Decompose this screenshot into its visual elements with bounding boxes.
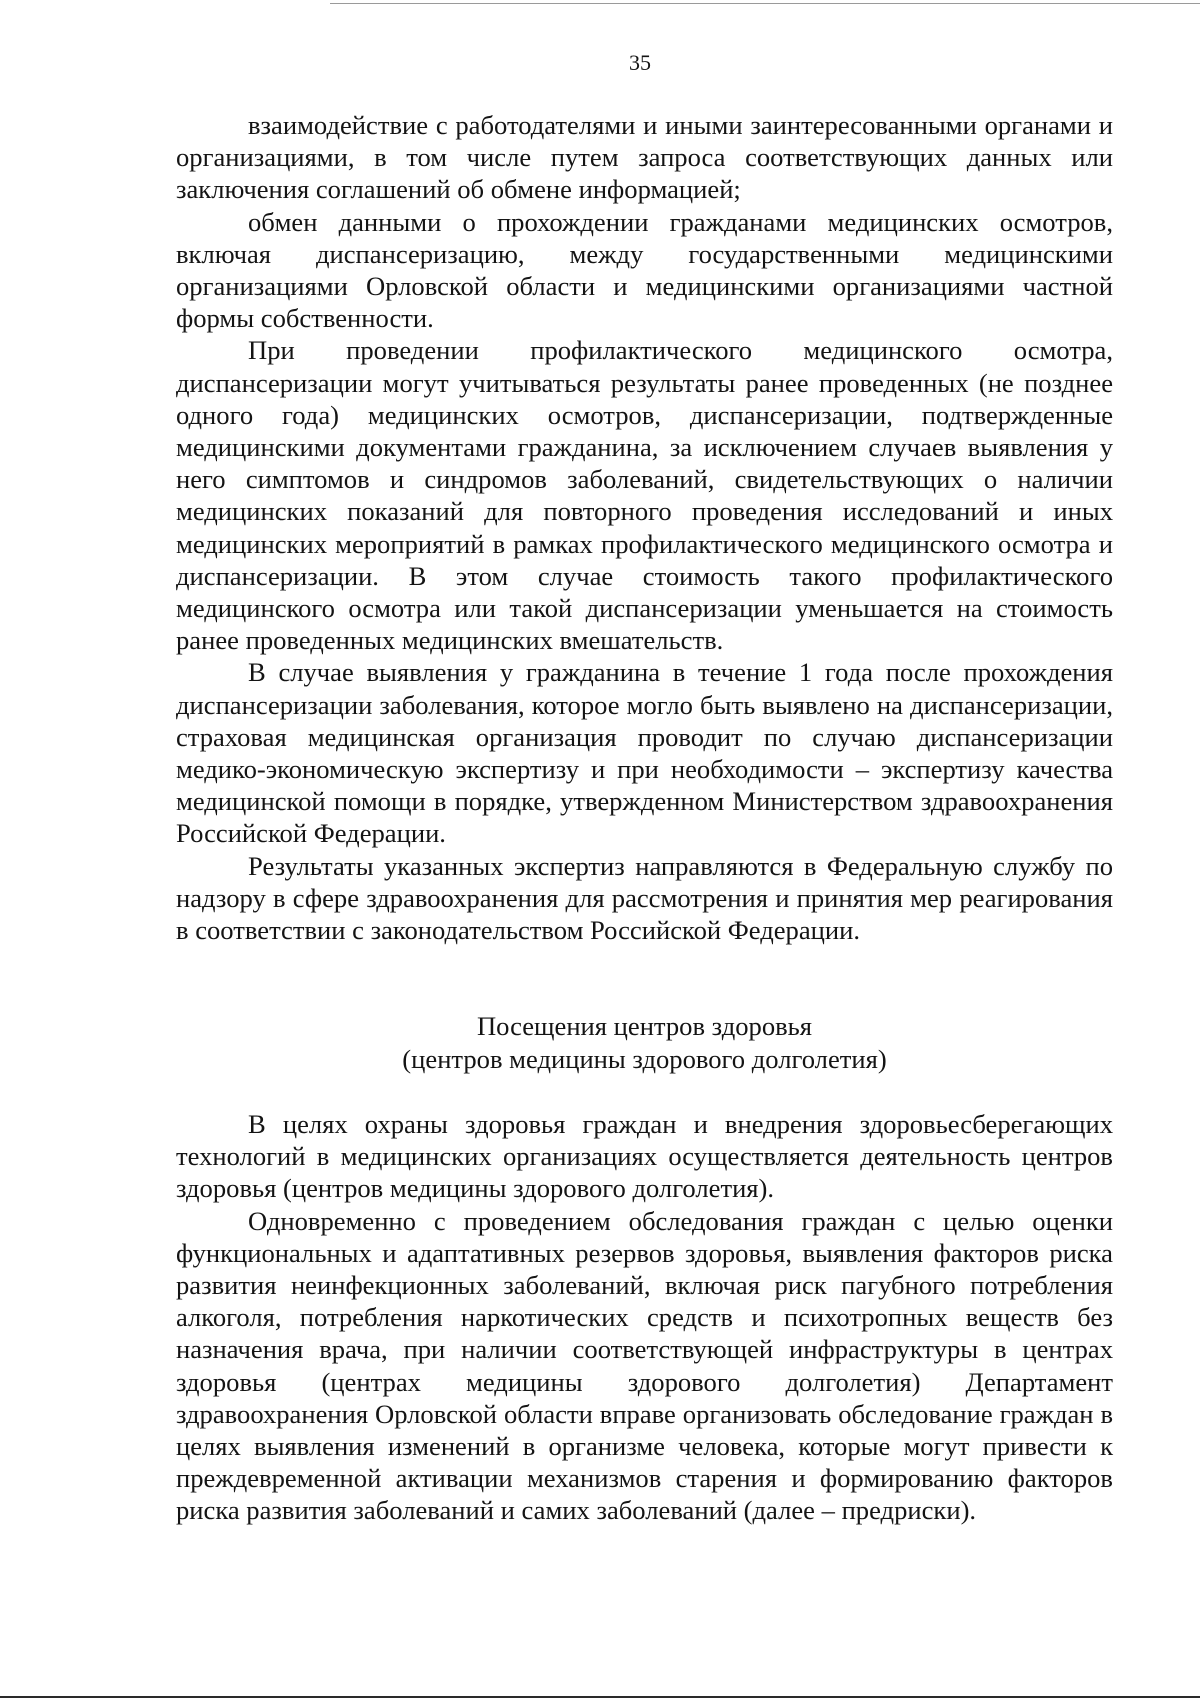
paragraph-pre-risks: Одновременно с проведением обследования граждан с целью оценки функциональных и адаптативных резервов здоровья, выявления факторов риска развития неинфекционных заболеваний, включая риск пагубного потребления алкоголя, потребления наркотических средств и психотропных веществ без назначения врача, при наличии соответствующей инфраструктуры в центрах здоровья (центрах медицины здорового долголетия) Департамент здравоохранения Орловской области вправе организовать обследование граждан в целях выявления изменений в организме человека, которые могут привести к преждевременной активации механизмов старения и формированию факторов риска развития заболеваний и самих заболеваний (далее – предриски). [176,1205,1113,1526]
section-heading [176,1010,1113,1076]
paragraph-health-centers: В целях охраны здоровья граждан и внедрения здоровьесберегающих технологий в медицинских организациях осуществляется деятельность центров здоровья (центров медицины здорового долголетия). [176,1109,1113,1204]
body-text-bottom [176,1108,1113,1527]
paragraph-employers-interaction: взаимодействие с работодателями и иными заинтересованными органами и организациями, в том числе путем запроса соответствующих данных или заключения соглашений об обмене информацией; [176,110,1113,205]
paragraph-expertise-cases: В случае выявления у гражданина в течение 1 года после прохождения диспансеризации заболевания, которое могло быть выявлено на диспансеризации, страховая медицинская организация проводит по случаю диспансеризации медико-экономическую экспертизу и при необходимости – экспертизу качества медицинской помощи в порядке, утвержденном Министерством здравоохранения Российской Федерации. [176,657,1113,849]
page-number: 35 [629,50,651,75]
body-text-top [176,109,1113,946]
section-heading-title: Посещения центров здоровья [476,1011,813,1041]
section-heading-subtitle: (центров медицины здорового долголетия) [402,1044,887,1074]
paragraph-previous-results: При проведении профилактического медицинского осмотра, диспансеризации могут учитываться результаты ранее проведенных (не позднее одного года) медицинских осмотров, диспансеризации, подтвержденные медицинскими документами гражданина, за исключением случаев выявления у него симптомов и синдромов заболеваний, свидетельствующих о наличии медицинских показаний для повторного проведения исследований и иных медицинских мероприятий в рамках профилактического медицинского осмотра и диспансеризации. В этом случае стоимость такого профилактического медицинского осмотра или такой диспансеризации уменьшается на стоимость ранее проведенных медицинских вмешательств. [176,335,1113,656]
scan-edge-top [330,3,1200,4]
paragraph-data-exchange: обмен данными о прохождении гражданами медицинских осмотров, включая диспансеризацию, между государственными медицинскими организациями Орловской области и медицинскими организациями частной формы собственности. [176,206,1113,334]
paragraph-expertise-results: Результаты указанных экспертиз направляются в Федеральную службу по надзору в сфере здравоохранения для рассмотрения и принятия мер реагирования в соответствии с законодательством Российской Федерации. [176,850,1113,946]
scan-edge-bottom [0,1696,1200,1698]
